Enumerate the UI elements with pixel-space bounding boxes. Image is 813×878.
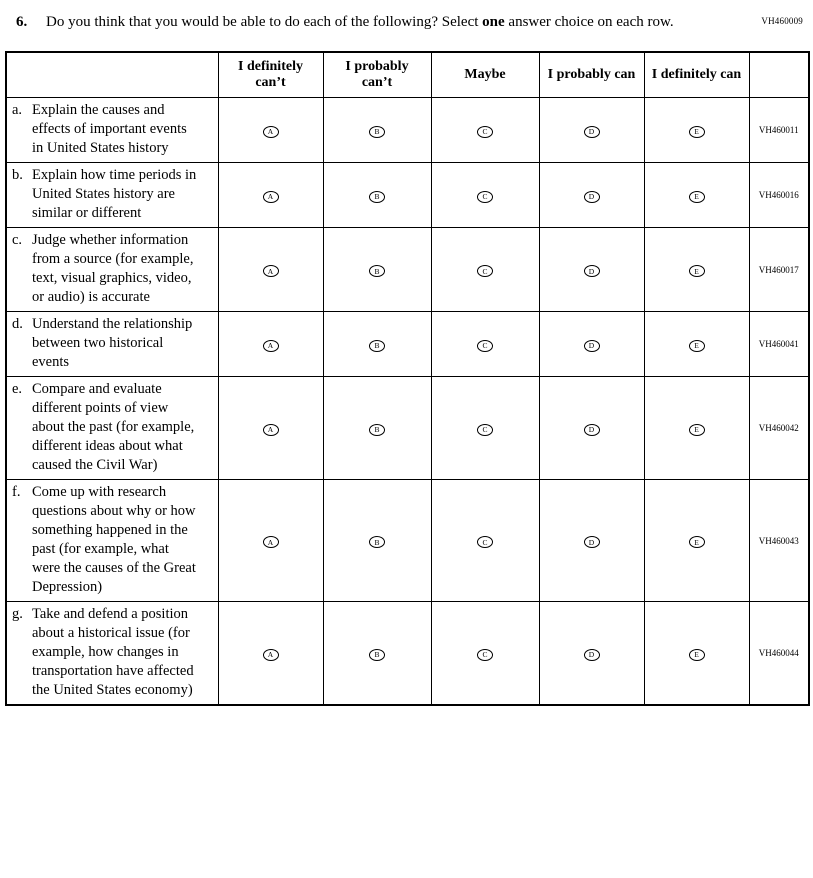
question-text [46, 13, 674, 33]
answer-bubble-c[interactable]: C [477, 536, 493, 548]
answer-bubble-a[interactable]: A [263, 536, 279, 548]
header-row [6, 52, 809, 98]
item-cell [6, 377, 218, 480]
page-code: VH460009 [761, 16, 803, 26]
answer-bubble-c[interactable]: C [477, 649, 493, 661]
option-cell [323, 163, 431, 228]
answer-bubble-a[interactable]: A [263, 265, 279, 277]
answer-bubble-e[interactable]: E [689, 126, 705, 138]
answer-bubble-b[interactable]: B [369, 649, 385, 661]
item-cell [6, 163, 218, 228]
question-text-pre: Do you think that you would be able to do each of the following? Select [46, 14, 483, 30]
answer-table [5, 51, 810, 707]
question-number: 6. [16, 14, 28, 30]
answer-bubble-e[interactable]: E [689, 424, 705, 436]
row-code: VH460043 [749, 480, 809, 602]
option-cell [644, 163, 749, 228]
option-cell [323, 312, 431, 377]
option-cell [218, 163, 323, 228]
answer-bubble-d[interactable]: D [584, 536, 600, 548]
option-cell [539, 163, 644, 228]
answer-bubble-a[interactable]: A [263, 340, 279, 352]
option-cell [431, 98, 539, 163]
answer-bubble-d[interactable]: D [584, 424, 600, 436]
answer-bubble-a[interactable]: A [263, 126, 279, 138]
option-cell [644, 312, 749, 377]
answer-bubble-e[interactable]: E [689, 191, 705, 203]
answer-bubble-e[interactable]: E [689, 340, 705, 352]
row-letter: e. [12, 381, 23, 397]
answer-bubble-d[interactable]: D [584, 265, 600, 277]
option-cell [644, 98, 749, 163]
row-letter: c. [12, 232, 23, 248]
table-row [6, 377, 809, 480]
option-cell [539, 480, 644, 602]
option-cell [323, 228, 431, 312]
option-cell [431, 228, 539, 312]
row-code: VH460041 [749, 312, 809, 377]
header-probably-can: I probably can [539, 52, 644, 98]
header-definitely-can: I definitely can [644, 52, 749, 98]
table-row [6, 163, 809, 228]
option-cell [323, 602, 431, 706]
option-cell [218, 480, 323, 602]
answer-bubble-b[interactable]: B [369, 191, 385, 203]
option-cell [644, 602, 749, 706]
header-code-blank [749, 52, 809, 98]
row-letter: b. [12, 167, 23, 183]
answer-bubble-a[interactable]: A [263, 191, 279, 203]
answer-bubble-d[interactable]: D [584, 340, 600, 352]
row-text: Explain the causes and effects of important events in United States history [32, 102, 187, 156]
answer-bubble-c[interactable]: C [477, 340, 493, 352]
row-code: VH460042 [749, 377, 809, 480]
header-probably-cant: I probably can’t [323, 52, 431, 98]
answer-bubble-b[interactable]: B [369, 536, 385, 548]
option-cell [539, 377, 644, 480]
answer-bubble-b[interactable]: B [369, 265, 385, 277]
option-cell [539, 228, 644, 312]
item-cell [6, 98, 218, 163]
row-text: Take and defend a position about a historical issue (for example, how changes in transportation have affected the United States economy) [32, 606, 194, 698]
answer-bubble-e[interactable]: E [689, 536, 705, 548]
answer-bubble-d[interactable]: D [584, 649, 600, 661]
option-cell [431, 312, 539, 377]
row-text: Judge whether information from a source (for example, text, visual graphics, video, or audio) is accurate [32, 232, 194, 305]
answer-bubble-e[interactable]: E [689, 265, 705, 277]
option-cell [644, 480, 749, 602]
row-code: VH460011 [749, 98, 809, 163]
item-cell [6, 602, 218, 706]
table-row [6, 98, 809, 163]
row-text: Understand the relationship between two historical events [32, 316, 193, 370]
table-row [6, 228, 809, 312]
option-cell [218, 602, 323, 706]
option-cell [539, 602, 644, 706]
header-maybe: Maybe [431, 52, 539, 98]
option-cell [218, 312, 323, 377]
option-cell [323, 480, 431, 602]
answer-bubble-c[interactable]: C [477, 191, 493, 203]
row-text: Come up with research questions about why or how something happened in the past (for example, what were the causes of the Great Depression) [32, 484, 196, 595]
answer-bubble-b[interactable]: B [369, 340, 385, 352]
option-cell [431, 602, 539, 706]
option-cell [323, 377, 431, 480]
question-text-bold: one [482, 14, 505, 30]
table-row [6, 602, 809, 706]
option-cell [431, 163, 539, 228]
question [16, 13, 801, 33]
row-letter: a. [12, 102, 23, 118]
option-cell [323, 98, 431, 163]
answer-bubble-d[interactable]: D [584, 191, 600, 203]
answer-bubble-b[interactable]: B [369, 424, 385, 436]
row-letter: g. [12, 606, 23, 622]
answer-bubble-a[interactable]: A [263, 649, 279, 661]
item-cell [6, 228, 218, 312]
answer-bubble-e[interactable]: E [689, 649, 705, 661]
row-code: VH460017 [749, 228, 809, 312]
answer-bubble-c[interactable]: C [477, 424, 493, 436]
option-cell [218, 377, 323, 480]
answer-bubble-d[interactable]: D [584, 126, 600, 138]
option-cell [218, 98, 323, 163]
answer-bubble-b[interactable]: B [369, 126, 385, 138]
answer-bubble-c[interactable]: C [477, 126, 493, 138]
row-letter: d. [12, 316, 23, 332]
header-definitely-cant: I definitely can’t [218, 52, 323, 98]
header-item-blank [6, 52, 218, 98]
answer-bubble-c[interactable]: C [477, 265, 493, 277]
item-cell [6, 480, 218, 602]
table-row [6, 480, 809, 602]
row-text: Compare and evaluate different points of view about the past (for example, different ideas about what caused the Civil War) [32, 381, 195, 473]
answer-bubble-a[interactable]: A [263, 424, 279, 436]
option-cell [431, 377, 539, 480]
row-letter: f. [12, 484, 21, 500]
option-cell [539, 312, 644, 377]
option-cell [644, 377, 749, 480]
item-cell [6, 312, 218, 377]
option-cell [539, 98, 644, 163]
option-cell [644, 228, 749, 312]
option-cell [218, 228, 323, 312]
row-text: Explain how time periods in United States history are similar or different [32, 167, 197, 221]
question-text-post: answer choice on each row. [504, 14, 674, 30]
table-row [6, 312, 809, 377]
row-code: VH460044 [749, 602, 809, 706]
option-cell [431, 480, 539, 602]
row-code: VH460016 [749, 163, 809, 228]
